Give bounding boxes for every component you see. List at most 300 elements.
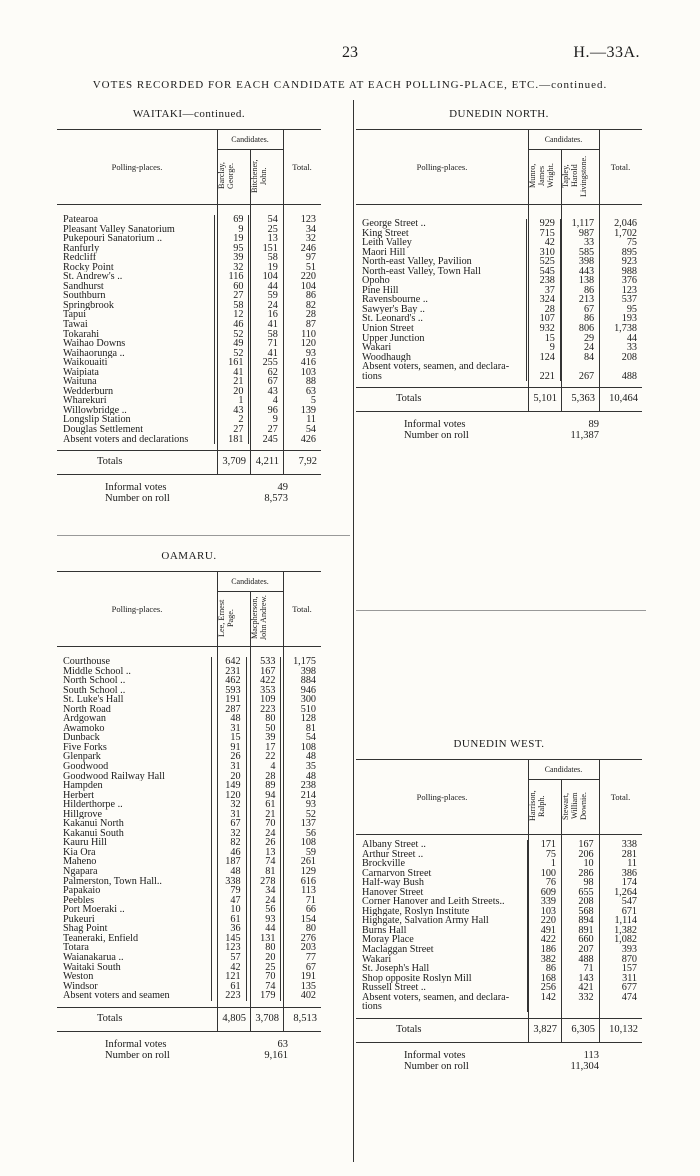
polling-place-name: Waipiata (63, 367, 99, 378)
polling-place-name: Waihaorunga .. (63, 348, 125, 359)
polling-place-name: Absent voters, seamen, and declara- (362, 992, 510, 1003)
vote-count: 33 (600, 343, 642, 353)
table-bottom-rule (356, 1042, 642, 1043)
vote-count: 110 (283, 330, 321, 340)
body-divider (561, 203, 562, 411)
table-row (57, 963, 321, 973)
polling-place-name: Waianakarua .. (63, 952, 124, 963)
vote-count: 28 (246, 772, 281, 782)
candidates-heading: Candidates. (231, 135, 269, 144)
vote-count: 108 (281, 838, 321, 848)
table-row (57, 425, 321, 435)
polling-place-name: Waitaki South (63, 962, 121, 973)
document-reference: H.—33A. (573, 44, 640, 61)
totals-label: Totals (97, 1012, 123, 1024)
vote-count: 103 (283, 368, 321, 378)
vote-count: 32 (283, 234, 321, 244)
vote-count: 93 (281, 800, 321, 810)
section-separator (57, 535, 350, 536)
vote-count: 131 (246, 934, 281, 944)
polling-place-name: Highgate, Roslyn Institute (362, 906, 470, 917)
table-row (57, 743, 321, 753)
table-row (57, 724, 321, 734)
total-heading: Total. (292, 604, 312, 614)
vote-count: 191 (211, 695, 246, 705)
table-row (57, 867, 321, 877)
number-on-roll-value: 11,387 (570, 430, 599, 442)
polling-place-name: Windsor (63, 981, 98, 992)
vote-count: 129 (281, 867, 321, 877)
polling-places-heading: Polling-places. (416, 162, 468, 172)
total-heading: Total. (292, 162, 312, 172)
vote-count: 715 (527, 229, 561, 239)
informal-votes-label: Informal votes (105, 482, 167, 494)
polling-place-name: Hilderthorpe .. (63, 800, 123, 810)
vote-count: 660 (562, 935, 600, 945)
vote-count: 338 (211, 877, 246, 887)
totals-rule (57, 450, 321, 451)
table-row (57, 253, 321, 263)
polling-place-name: St. Andrew's .. (63, 272, 123, 282)
polling-place-name: North-east Valley, Town Hall (362, 266, 481, 277)
vote-count: 41 (249, 349, 283, 359)
table-row (57, 924, 321, 934)
table-row (57, 387, 321, 397)
vote-count: 81 (246, 867, 281, 877)
vote-count: 276 (281, 934, 321, 944)
vote-count: 43 (249, 387, 283, 397)
vote-count: 71 (249, 339, 283, 349)
vote-count: 124 (527, 353, 561, 363)
vote-count: 398 (281, 667, 321, 677)
vote-count: 39 (215, 253, 249, 263)
page-subtitle: VOTES RECORDED FOR EACH CANDIDATE AT EACH POLLING-PLACE, ETC.—continued. (92, 79, 608, 91)
vote-count: 311 (599, 974, 642, 984)
vote-count: 208 (600, 353, 642, 363)
vote-count: 104 (249, 272, 283, 282)
vote-count: 393 (599, 945, 642, 955)
table-row (57, 415, 321, 425)
candidate-name: Harrison, Ralph. (528, 790, 546, 822)
vote-count: 286 (562, 869, 600, 879)
polling-place-name: Hanover Street (362, 887, 424, 898)
vote-count: 24 (560, 343, 599, 353)
polling-place-name: Hampden (63, 781, 103, 791)
section-separator (356, 610, 646, 611)
vote-count: 143 (562, 974, 600, 984)
body-divider (528, 203, 529, 411)
vote-count: 12 (215, 310, 249, 320)
polling-place-name: St. Luke's Hall (63, 695, 124, 705)
vote-count: 26 (246, 838, 281, 848)
vote-count: 32 (211, 829, 246, 839)
vote-count: 86 (560, 314, 599, 324)
number-on-roll-value: 11,304 (570, 1060, 599, 1072)
informal-votes-value: 63 (277, 1038, 288, 1050)
vote-count: 21 (246, 810, 281, 820)
vote-count: 145 (211, 934, 246, 944)
vote-count: 103 (528, 907, 562, 917)
oamaru-table (57, 657, 321, 1001)
vote-count: 61 (246, 800, 281, 810)
polling-place-name: Arthur Street .. (362, 849, 424, 860)
vote-count: 1,114 (599, 916, 642, 926)
vote-count: 179 (246, 991, 281, 1001)
table-row (57, 982, 321, 992)
number-on-roll-label: Number on roll (105, 493, 170, 505)
vote-count: 86 (283, 291, 321, 301)
vote-count: 421 (562, 983, 600, 993)
vote-count: 157 (599, 964, 642, 974)
vote-count: 86 (528, 964, 562, 974)
vote-count: 80 (281, 924, 321, 934)
vote-count: 287 (211, 705, 246, 715)
vote-count: 324 (527, 295, 561, 305)
vote-count: 988 (600, 267, 642, 277)
polling-place-name: Ardgowan (63, 714, 107, 724)
vote-count: 74 (246, 857, 281, 867)
polling-place-name: Papakaio (63, 886, 101, 896)
table-row (57, 953, 321, 963)
oamaru-title: OAMARU. (161, 550, 217, 562)
vote-count: 1,738 (600, 324, 642, 334)
vote-count: 26 (211, 752, 246, 762)
vote-count: 95 (600, 305, 642, 315)
vote-count: 655 (562, 888, 600, 898)
vote-count: 894 (562, 916, 600, 926)
vote-count: 91 (211, 743, 246, 753)
vote-count: 884 (281, 676, 321, 686)
vote-count: 191 (281, 972, 321, 982)
vote-count: 44 (600, 334, 642, 344)
vote-count: 31 (211, 810, 246, 820)
vote-count: 154 (281, 915, 321, 925)
vote-count: 36 (211, 924, 246, 934)
polling-place-name: Wakari (362, 343, 392, 353)
vote-count: 671 (599, 907, 642, 917)
vote-count: 97 (283, 253, 321, 263)
polling-place-name: Carnarvon Street (362, 868, 432, 879)
vote-count: 87 (283, 320, 321, 330)
table-row (57, 310, 321, 320)
table-row (57, 368, 321, 378)
polling-place-name: Albany Street .. (362, 840, 426, 850)
candidate-name: Macpherson, John Andrew. (250, 595, 268, 641)
table-row (57, 829, 321, 839)
candidates-rule (528, 149, 599, 150)
body-divider (250, 645, 251, 1031)
table-row (57, 857, 321, 867)
vote-count: 74 (246, 982, 281, 992)
table-bottom-rule (57, 474, 321, 475)
vote-count: 488 (600, 372, 642, 382)
vote-count: 213 (560, 295, 599, 305)
table-row (57, 915, 321, 925)
candidate-name: Munro, James Wright. (528, 163, 555, 189)
vote-count: 1,117 (560, 219, 599, 229)
vote-count: 59 (281, 848, 321, 858)
vote-count: 238 (281, 781, 321, 791)
total-value: 5,101 (533, 393, 557, 405)
vote-count: 58 (249, 330, 283, 340)
vote-count: 9 (527, 343, 561, 353)
vote-count: 870 (599, 955, 642, 965)
vote-count: 67 (211, 819, 246, 829)
total-value: 4,211 (255, 456, 279, 468)
dunedin-north-title: DUNEDIN NORTH. (449, 108, 549, 120)
vote-count: 139 (283, 406, 321, 416)
vote-count: 50 (246, 724, 281, 734)
informal-votes-value: 49 (277, 482, 288, 494)
vote-count: 422 (528, 935, 562, 945)
table-bottom-rule (57, 1031, 321, 1032)
vote-count: 58 (215, 301, 249, 311)
vote-count: 245 (249, 435, 283, 445)
table-row (57, 810, 321, 820)
vote-count: 462 (211, 676, 246, 686)
polling-place-name: George Street .. (362, 219, 426, 229)
vote-count: 426 (283, 435, 321, 445)
polling-place-name: North School .. (63, 676, 126, 686)
vote-count: 116 (215, 272, 249, 282)
vote-count: 27 (215, 425, 249, 435)
polling-place-name: Brockville (362, 859, 406, 869)
table-row (57, 695, 321, 705)
table-row (57, 330, 321, 340)
polling-place-name: tions (362, 371, 382, 382)
polling-place-name: Union Street (362, 324, 414, 334)
vote-count: 98 (562, 878, 600, 888)
body-divider (283, 645, 284, 1031)
table-row (57, 934, 321, 944)
vote-count: 11 (283, 415, 321, 425)
vote-count: 37 (527, 286, 561, 296)
table-row (57, 762, 321, 772)
vote-count: 267 (560, 372, 599, 382)
candidates-heading: Candidates. (544, 765, 583, 774)
polling-place-name: Woodhaugh (362, 352, 411, 363)
vote-count: 1,382 (599, 926, 642, 936)
vote-count: 220 (528, 916, 562, 926)
vote-count: 123 (211, 943, 246, 953)
body-divider (217, 203, 218, 474)
vote-count: 48 (211, 714, 246, 724)
vote-count: 56 (281, 829, 321, 839)
polling-place-name: Glenpark (63, 752, 101, 763)
vote-count: 593 (211, 686, 246, 696)
vote-count: 332 (562, 993, 600, 1003)
table-row (57, 291, 321, 301)
polling-place-name: Tokarahi (63, 329, 100, 340)
table-row (57, 234, 321, 244)
vote-count: 642 (211, 657, 246, 667)
table-row (57, 705, 321, 715)
vote-count: 104 (283, 282, 321, 292)
table-row (57, 339, 321, 349)
vote-count: 96 (249, 406, 283, 416)
vote-count: 168 (528, 974, 562, 984)
polling-place-name: Upper Junction (362, 333, 425, 344)
polling-place-name: Pukepouri Sanatorium .. (63, 234, 163, 244)
vote-count: 16 (249, 310, 283, 320)
vote-count: 891 (562, 926, 600, 936)
vote-count: 82 (211, 838, 246, 848)
vote-count: 24 (246, 896, 281, 906)
vote-count: 4 (246, 762, 281, 772)
vote-count (599, 1002, 642, 1012)
polling-place-name: Sandhurst (63, 281, 104, 292)
vote-count: 31 (211, 762, 246, 772)
vote-count: 51 (283, 263, 321, 273)
informal-votes-label: Informal votes (404, 1049, 466, 1061)
vote-count: 4 (249, 396, 283, 406)
table-row (57, 282, 321, 292)
polling-place-name: Goodwood Railway Hall (63, 771, 165, 782)
vote-count: 69 (215, 215, 249, 225)
vote-count: 443 (560, 267, 599, 277)
vote-count: 86 (560, 286, 599, 296)
vote-count: 10 (562, 859, 600, 869)
vote-count: 491 (528, 926, 562, 936)
polling-place-name: King Street (362, 228, 409, 239)
table-bottom-rule (356, 411, 642, 412)
table-row (57, 714, 321, 724)
vote-count: 402 (281, 991, 321, 1001)
dunedin-west-title: DUNEDIN WEST. (453, 738, 545, 750)
vote-count: 76 (528, 878, 562, 888)
polling-place-name: North Road (63, 704, 111, 715)
vote-count: 60 (215, 282, 249, 292)
vote-count: 221 (527, 372, 561, 382)
table-row (57, 244, 321, 254)
polling-place-name: Shag Point (63, 924, 108, 934)
total-value: 6,305 (571, 1023, 595, 1035)
candidate-name: Stewart, William Downie. (561, 792, 588, 820)
vote-count: 281 (599, 850, 642, 860)
polling-place-name: Absent voters, seamen, and declara- (362, 362, 510, 372)
table-row (57, 657, 321, 667)
vote-count: 13 (249, 234, 283, 244)
polling-place-name: Pukeuri (63, 914, 95, 925)
table-row (57, 320, 321, 330)
total-value: 3,709 (222, 456, 246, 468)
vote-count: 70 (246, 972, 281, 982)
column-divider (353, 100, 354, 1162)
vote-count: 15 (211, 733, 246, 743)
polling-place-name: Herbert (63, 790, 95, 801)
vote-count: 20 (211, 772, 246, 782)
polling-place-name: Pine Hill (362, 285, 399, 296)
polling-place-name: Half-way Bush (362, 878, 424, 888)
vote-count: 24 (249, 301, 283, 311)
vote-count: 19 (249, 263, 283, 273)
total-value: 8,513 (293, 1012, 317, 1024)
vote-count: 806 (560, 324, 599, 334)
polling-place-name: Pleasant Valley Sanatorium (63, 224, 175, 235)
polling-place-name: Tawai (63, 320, 88, 330)
vote-count: 89 (246, 781, 281, 791)
vote-count: 20 (215, 387, 249, 397)
vote-count: 488 (562, 955, 600, 965)
vote-count: 42 (527, 238, 561, 248)
polling-place-name: Springbrook (63, 300, 114, 311)
vote-count: 214 (281, 791, 321, 801)
table-row (57, 943, 321, 953)
vote-count: 46 (215, 320, 249, 330)
vote-count: 67 (560, 305, 599, 315)
polling-place-name: Shop opposite Roslyn Mill (362, 973, 472, 984)
vote-count: 946 (281, 686, 321, 696)
informal-votes-label: Informal votes (105, 1038, 167, 1050)
vote-count: 39 (246, 733, 281, 743)
table-row (57, 877, 321, 887)
vote-count: 181 (215, 435, 249, 445)
vote-count: 67 (281, 963, 321, 973)
total-value: 3,708 (255, 1012, 279, 1024)
vote-count: 261 (281, 857, 321, 867)
vote-count: 41 (249, 320, 283, 330)
vote-count: 57 (211, 953, 246, 963)
vote-count: 10 (211, 905, 246, 915)
vote-count: 27 (215, 291, 249, 301)
vote-count: 220 (283, 272, 321, 282)
vote-count: 2,046 (600, 219, 642, 229)
vote-count: 193 (600, 314, 642, 324)
vote-count: 120 (283, 339, 321, 349)
informal-votes-value: 89 (588, 419, 599, 431)
vote-count: 206 (562, 850, 600, 860)
vote-count (562, 1002, 600, 1012)
polling-place-name: Redcliff (63, 253, 97, 263)
vote-count: 932 (527, 324, 561, 334)
polling-place-name: Corner Hanover and Leith Streets.. (362, 897, 505, 907)
candidate-name: Lee, Ernest Page. (217, 599, 235, 637)
totals-label: Totals (396, 1023, 422, 1035)
total-value: 5,363 (571, 393, 595, 405)
vote-count: 353 (246, 686, 281, 696)
vote-count: 1,264 (599, 888, 642, 898)
waitaki-table (57, 215, 321, 444)
polling-place-name: Awamoko (63, 723, 105, 734)
vote-count: 123 (600, 286, 642, 296)
total-heading: Total. (610, 162, 631, 172)
vote-count: 84 (560, 353, 599, 363)
vote-count: 32 (215, 263, 249, 273)
table-row (57, 396, 321, 406)
polling-place-name: Opoho (362, 276, 390, 286)
polling-place-name: Goodwood (63, 762, 109, 772)
polling-place-name: Kakanui South (63, 828, 124, 839)
vote-count: 28 (527, 305, 561, 315)
vote-count: 80 (246, 714, 281, 724)
vote-count: 9 (215, 225, 249, 235)
vote-count: 54 (283, 425, 321, 435)
polling-place-name: Burns Hall (362, 925, 407, 936)
total-value: 10,464 (609, 393, 638, 405)
vote-count: 63 (283, 387, 321, 397)
polling-place-name: Willowbridge .. (63, 405, 127, 416)
vote-count: 929 (527, 219, 561, 229)
vote-count: 9 (249, 415, 283, 425)
polling-place-name: Kia Ora (63, 847, 96, 858)
vote-count: 34 (246, 886, 281, 896)
vote-count: 609 (528, 888, 562, 898)
vote-count: 167 (246, 667, 281, 677)
vote-count: 66 (281, 905, 321, 915)
vote-count: 52 (215, 349, 249, 359)
polling-place-name: Maheno (63, 857, 97, 868)
vote-count: 28 (283, 310, 321, 320)
